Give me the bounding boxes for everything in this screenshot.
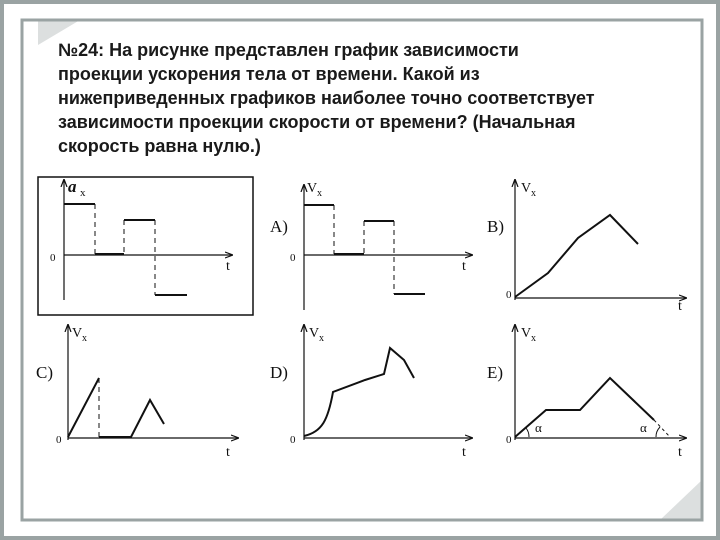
question-line: нижеприведенных графиков наиболее точно соответствует <box>58 88 595 108</box>
x-axis-label: t <box>678 299 682 314</box>
graph-acceleration <box>38 177 253 315</box>
y-axis-label: a <box>68 177 77 196</box>
x-axis-label: t <box>462 259 466 274</box>
angle-label: α <box>640 420 647 435</box>
question-line: зависимости проекции скорости от времени? (Начальная <box>58 112 576 132</box>
y-axis-label: V <box>307 181 318 196</box>
y-axis-subscript: x <box>80 187 86 199</box>
question-line: №24: На рисунке представлен график зависимости <box>58 40 519 60</box>
dashed-guides <box>95 204 155 295</box>
option-label: A) <box>270 217 288 236</box>
origin-label: 0 <box>290 252 296 264</box>
option-label: D) <box>270 363 288 382</box>
y-axis-label: V <box>72 326 83 341</box>
velocity-curve <box>304 348 414 436</box>
option-label: E) <box>487 363 504 382</box>
question-line: скорость равна нулю.) <box>58 136 261 156</box>
option-label: B) <box>487 217 504 236</box>
graph-option-b <box>487 180 686 314</box>
question-line: проекции ускорения тела от времени. Какой из <box>58 64 480 84</box>
origin-label: 0 <box>50 252 56 264</box>
y-axis-label: V <box>521 181 532 196</box>
x-axis-label: t <box>462 445 466 460</box>
option-label: C) <box>36 363 53 382</box>
graph-option-d <box>270 325 472 460</box>
graph-option-e <box>487 325 686 460</box>
y-axis-subscript: x <box>319 333 324 344</box>
velocity-curve <box>515 215 638 297</box>
acceleration-curve <box>64 204 187 295</box>
dashed-guides <box>334 205 394 294</box>
origin-label: 0 <box>506 434 512 446</box>
origin-label: 0 <box>56 434 62 446</box>
x-axis-label: t <box>226 259 230 274</box>
graph-box <box>38 177 253 315</box>
y-axis-subscript: x <box>82 333 87 344</box>
x-axis-label: t <box>226 445 230 460</box>
y-axis-label: V <box>309 326 320 341</box>
velocity-curve <box>68 378 164 437</box>
angle-label: α <box>535 420 542 435</box>
y-axis-subscript: x <box>317 188 322 199</box>
origin-label: 0 <box>290 434 296 446</box>
angle-arc <box>526 428 529 437</box>
y-axis-label: V <box>521 326 532 341</box>
graph-option-c <box>36 325 238 460</box>
y-axis-subscript: x <box>531 188 536 199</box>
x-axis-label: t <box>678 445 682 460</box>
y-axis-subscript: x <box>531 333 536 344</box>
graph-option-a <box>270 181 472 310</box>
origin-label: 0 <box>506 289 512 301</box>
angle-arc <box>656 427 660 437</box>
